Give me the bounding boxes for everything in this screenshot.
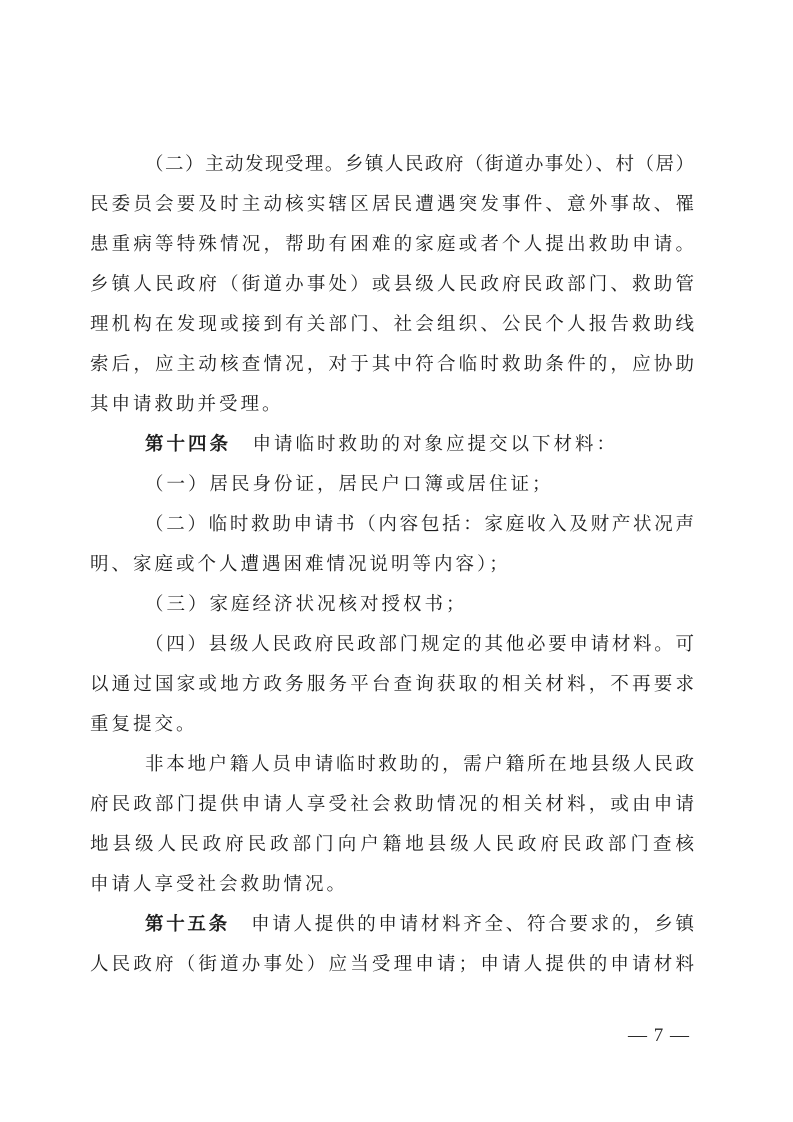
doc-line-7 [90, 385, 694, 425]
line-text: 申请人享受社会救助情况。 [90, 875, 349, 895]
doc-line-20-article-15 [90, 905, 694, 945]
doc-line-12 [90, 585, 694, 625]
line-text: （二）临时救助申请书（内容包括：家庭收入及财产状况声 [145, 515, 694, 535]
doc-line-11 [90, 545, 694, 585]
page-number: — 7 — [628, 1025, 690, 1046]
doc-line-4 [90, 265, 694, 305]
doc-line-8-article-14 [90, 425, 694, 465]
doc-line-18 [90, 825, 694, 865]
doc-line-13 [90, 625, 694, 665]
doc-line-5 [90, 305, 694, 345]
article-15-number: 第十五条 [145, 915, 230, 935]
doc-line-19 [90, 865, 694, 905]
line-text: 非本地户籍人员申请临时救助的，需户籍所在地县级人民政 [145, 755, 694, 775]
doc-line-1 [90, 145, 694, 185]
line-text: 其申请救助并受理。 [90, 395, 284, 415]
line-text: （三）家庭经济状况核对授权书； [145, 595, 468, 615]
line-text: （二）主动发现受理。乡镇人民政府（街道办事处）、村（居） [145, 155, 694, 175]
doc-line-10 [90, 505, 694, 545]
doc-line-15 [90, 705, 694, 745]
line-text: 明、家庭或个人遭遇困难情况说明等内容）； [90, 555, 511, 575]
article-14-number: 第十四条 [145, 435, 232, 455]
doc-line-3 [90, 225, 694, 265]
line-text: 申请人提供的申请材料齐全、符合要求的，乡镇 [229, 915, 694, 935]
document-body [90, 145, 694, 985]
line-text: 患重病等特殊情况，帮助有困难的家庭或者个人提出救助申请。 [90, 235, 694, 255]
doc-line-6 [90, 345, 694, 385]
line-text: 申请临时救助的对象应提交以下材料： [231, 435, 619, 455]
line-text: 人民政府（街道办事处）应当受理申请；申请人提供的申请材料 [90, 955, 694, 975]
doc-line-9 [90, 465, 694, 505]
line-text: 府民政部门提供申请人享受社会救助情况的相关材料，或由申请 [90, 795, 694, 815]
doc-line-21 [90, 945, 694, 985]
doc-line-17 [90, 785, 694, 825]
doc-line-2 [90, 185, 694, 225]
line-text: （四）县级人民政府民政部门规定的其他必要申请材料。可 [145, 635, 694, 655]
line-text: （一）居民身份证，居民户口簿或居住证； [145, 475, 554, 495]
line-text: 索后，应主动核查情况，对于其中符合临时救助条件的，应协助 [90, 355, 694, 375]
line-text: 民委员会要及时主动核实辖区居民遭遇突发事件、意外事故、罹 [90, 195, 694, 215]
line-text: 理机构在发现或接到有关部门、社会组织、公民个人报告救助线 [90, 315, 694, 335]
line-text: 乡镇人民政府（街道办事处）或县级人民政府民政部门、救助管 [90, 275, 694, 295]
line-text: 重复提交。 [90, 715, 198, 735]
line-text: 以通过国家或地方政务服务平台查询获取的相关材料，不再要求 [90, 675, 694, 695]
line-text: 地县级人民政府民政部门向户籍地县级人民政府民政部门查核 [90, 835, 694, 855]
doc-line-14 [90, 665, 694, 705]
doc-line-16 [90, 745, 694, 785]
